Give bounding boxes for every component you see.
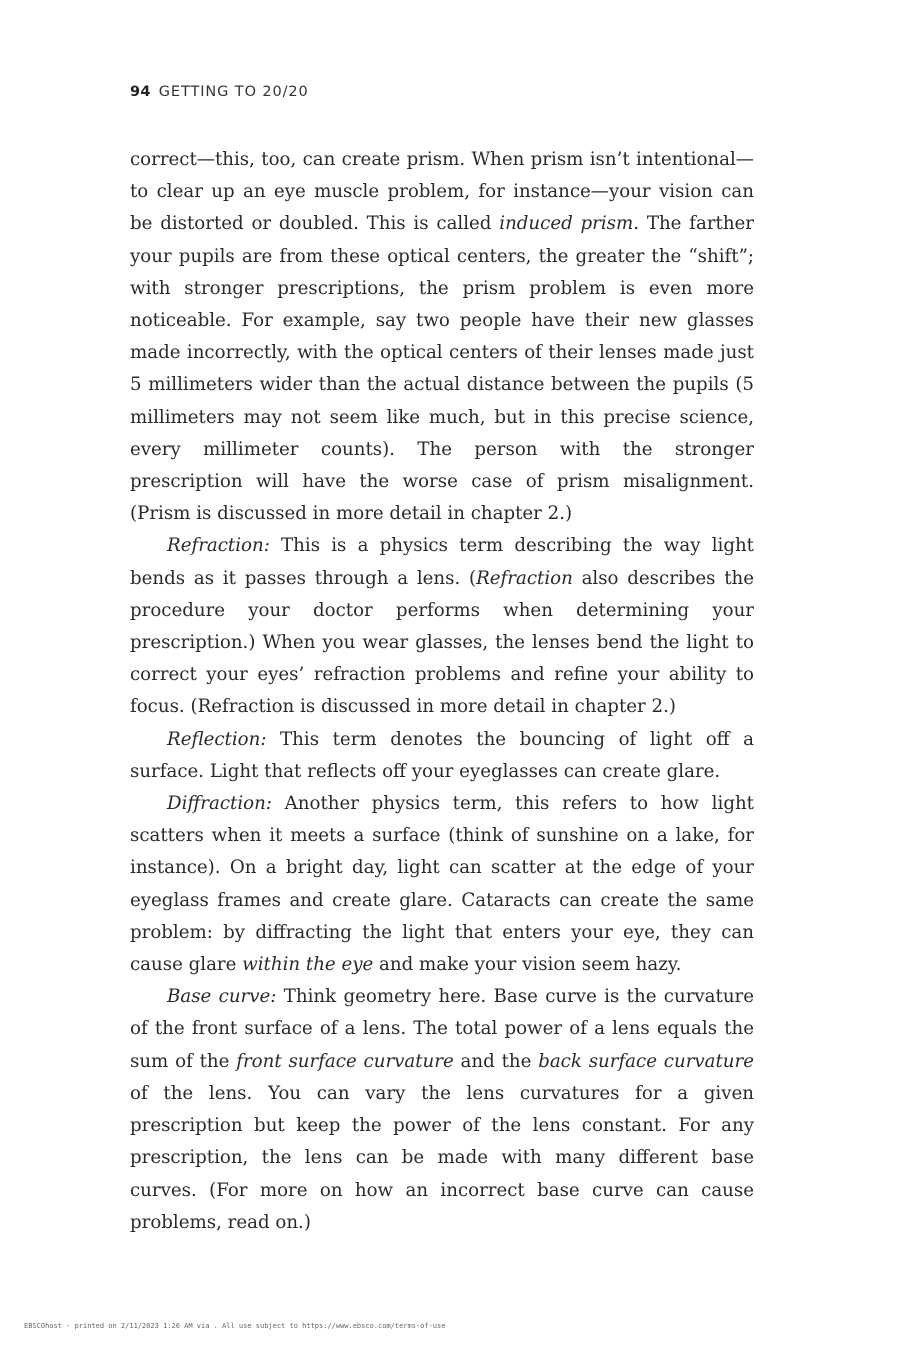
paragraph-reflection (130, 724, 754, 788)
text-run: of the lens. You can vary the lens curvatures for a given prescription but keep the power of the lens constant. For any prescription, the lens can be made with many different base curves. (For more on how an incorrect base curve can cause problems, read on.) (130, 1082, 754, 1233)
page-number: 94 (130, 84, 151, 100)
text-run: also describes the procedure your doctor performs when determining your prescription.) When you wear glasses, the lenses bend the light to correct your eyes’ refraction problems and refine your ability to focus. (Refraction is discussed in more detail in chapter 2.) (130, 567, 754, 718)
italic-text: Diffraction: (167, 793, 272, 815)
paragraph-diffraction (130, 788, 754, 981)
footer-notice: EBSCOhost - printed on 2/11/2023 1:26 AM via . All use subject to https://www.ebsco.com/terms-of-use (24, 1322, 446, 1330)
italic-text: front surface curvature (236, 1050, 454, 1072)
text-run: correct—this, too, can create prism. When prism isn’t intentional—to clear up an eye muscle problem, for instance—your vision can be distorted or doubled. This is called (130, 149, 754, 235)
italic-text: Base curve: (167, 986, 277, 1008)
paragraph-refraction (130, 530, 754, 723)
italic-text: Reflection: (167, 728, 267, 750)
italic-text: within the eye (242, 954, 374, 976)
running-title: GETTING TO 20/20 (158, 84, 309, 100)
running-header (130, 84, 309, 100)
text-run: Think geometry here. Base curve is the curvature of the front surface of a lens. The total power of a lens equals the sum of the (130, 986, 754, 1072)
paragraph-base-curve (130, 981, 754, 1239)
text-run: This is a physics term describing the way light bends as it passes through a lens. ( (130, 535, 754, 589)
italic-text: Refraction (476, 567, 573, 589)
body-text (130, 144, 754, 1239)
text-run: . The farther your pupils are from these optical centers, the greater the “shift”; with stronger prescriptions, the prism problem is even more noticeable. For example, say two people have their new glasses made incorrectly, with the optical centers of their lenses made just 5 millimeters wider than the actual distance between the pupils (5 millimeters may not seem like much, but in this precise science, every millimeter counts). The person with the stronger prescription will have the worse case of prism misalignment. (Prism is discussed in more detail in chapter 2.) (130, 213, 754, 525)
italic-text: Refraction: (167, 535, 270, 557)
text-run: and the (453, 1050, 539, 1072)
text-run: This term denotes the bouncing of light off a surface. Light that reflects off your eyeglasses can create glare. (130, 728, 754, 782)
text-run: and make your vision seem hazy. (373, 954, 682, 976)
italic-text: back surface curvature (538, 1050, 754, 1072)
paragraph-prism-continued (130, 144, 754, 530)
italic-text: induced prism (499, 213, 634, 235)
text-run: Another physics term, this refers to how light scatters when it meets a surface (think of sunshine on a lake, for instance). On a bright day, light can scatter at the edge of your eyeglass frames and create glare. Cataracts can create the same problem: by diffracting the light that enters your eye, they can cause glare (130, 793, 754, 976)
